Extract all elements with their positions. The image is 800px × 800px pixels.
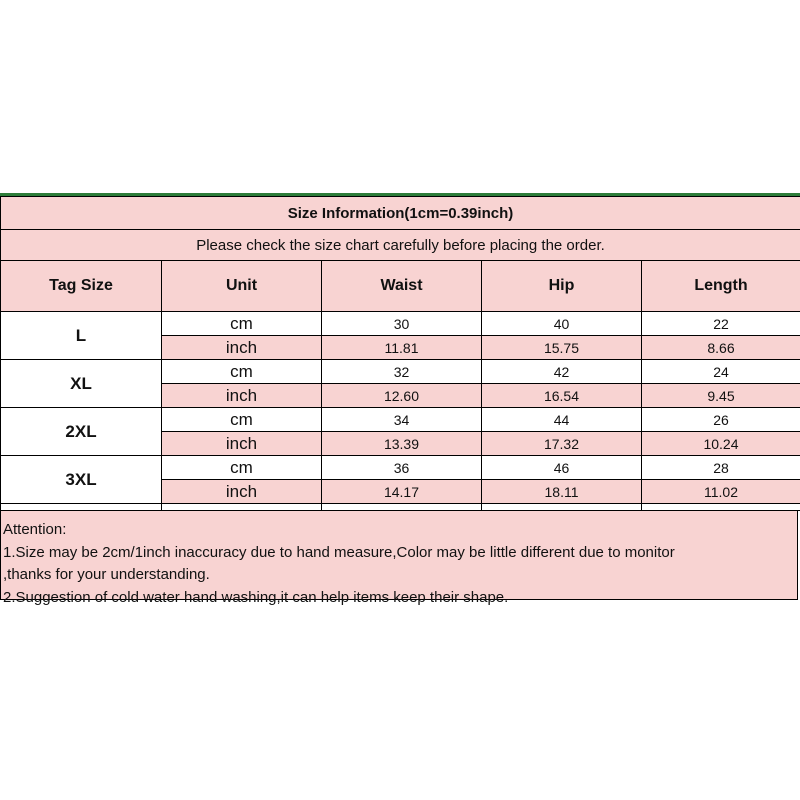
waist-value: 34: [322, 408, 482, 432]
header-hip: Hip: [482, 261, 642, 312]
hip-value: 40: [482, 312, 642, 336]
spacer-cell: [482, 504, 642, 511]
unit-cell: inch: [162, 336, 322, 360]
spacer-row: [1, 504, 800, 511]
length-value: 22: [642, 312, 800, 336]
unit-cell: cm: [162, 312, 322, 336]
hip-value: 42: [482, 360, 642, 384]
header-tag-size: Tag Size: [1, 261, 162, 312]
size-label: 3XL: [1, 456, 162, 504]
length-value: 8.66: [642, 336, 800, 360]
chart-subtitle: Please check the size chart carefully before placing the order.: [1, 230, 800, 261]
table-row: [1, 360, 800, 384]
waist-value: 13.39: [322, 432, 482, 456]
spacer-cell: [1, 504, 162, 511]
waist-value: 32: [322, 360, 482, 384]
hip-value: 44: [482, 408, 642, 432]
length-value: 11.02: [642, 480, 800, 504]
unit-cell: inch: [162, 480, 322, 504]
size-label: L: [1, 312, 162, 360]
unit-cell: cm: [162, 456, 322, 480]
header-length: Length: [642, 261, 800, 312]
waist-value: 14.17: [322, 480, 482, 504]
spacer-cell: [322, 504, 482, 511]
notes-line: 2.Suggestion of cold water hand washing,it can help items keep their shape.: [3, 588, 509, 606]
notes-heading: Attention:: [3, 521, 67, 538]
table-row: [1, 312, 800, 336]
notes-line: 1.Size may be 2cm/1inch inaccuracy due to hand measure,Color may be little different due to monitor: [3, 543, 675, 561]
header-unit: Unit: [162, 261, 322, 312]
spacer-cell: [162, 504, 322, 511]
size-label: 2XL: [1, 408, 162, 456]
length-value: 26: [642, 408, 800, 432]
header-row: [1, 261, 800, 312]
attention-notes: [0, 511, 798, 606]
unit-cell: cm: [162, 408, 322, 432]
size-label: XL: [1, 360, 162, 408]
unit-cell: inch: [162, 384, 322, 408]
hip-value: 17.32: [482, 432, 642, 456]
hip-value: 16.54: [482, 384, 642, 408]
unit-cell: cm: [162, 360, 322, 384]
spacer-cell: [642, 504, 800, 511]
table-row: [1, 456, 800, 480]
length-value: 10.24: [642, 432, 800, 456]
header-waist: Waist: [322, 261, 482, 312]
hip-value: 15.75: [482, 336, 642, 360]
waist-value: 30: [322, 312, 482, 336]
unit-cell: inch: [162, 432, 322, 456]
hip-value: 46: [482, 456, 642, 480]
length-value: 24: [642, 360, 800, 384]
length-value: 9.45: [642, 384, 800, 408]
size-table: [0, 196, 800, 511]
notes-line: ,thanks for your understanding.: [3, 566, 210, 583]
waist-value: 11.81: [322, 336, 482, 360]
length-value: 28: [642, 456, 800, 480]
waist-value: 36: [322, 456, 482, 480]
size-chart: [0, 193, 800, 606]
chart-title: Size Information(1cm=0.39inch): [1, 197, 800, 230]
hip-value: 18.11: [482, 480, 642, 504]
waist-value: 12.60: [322, 384, 482, 408]
table-row: [1, 408, 800, 432]
